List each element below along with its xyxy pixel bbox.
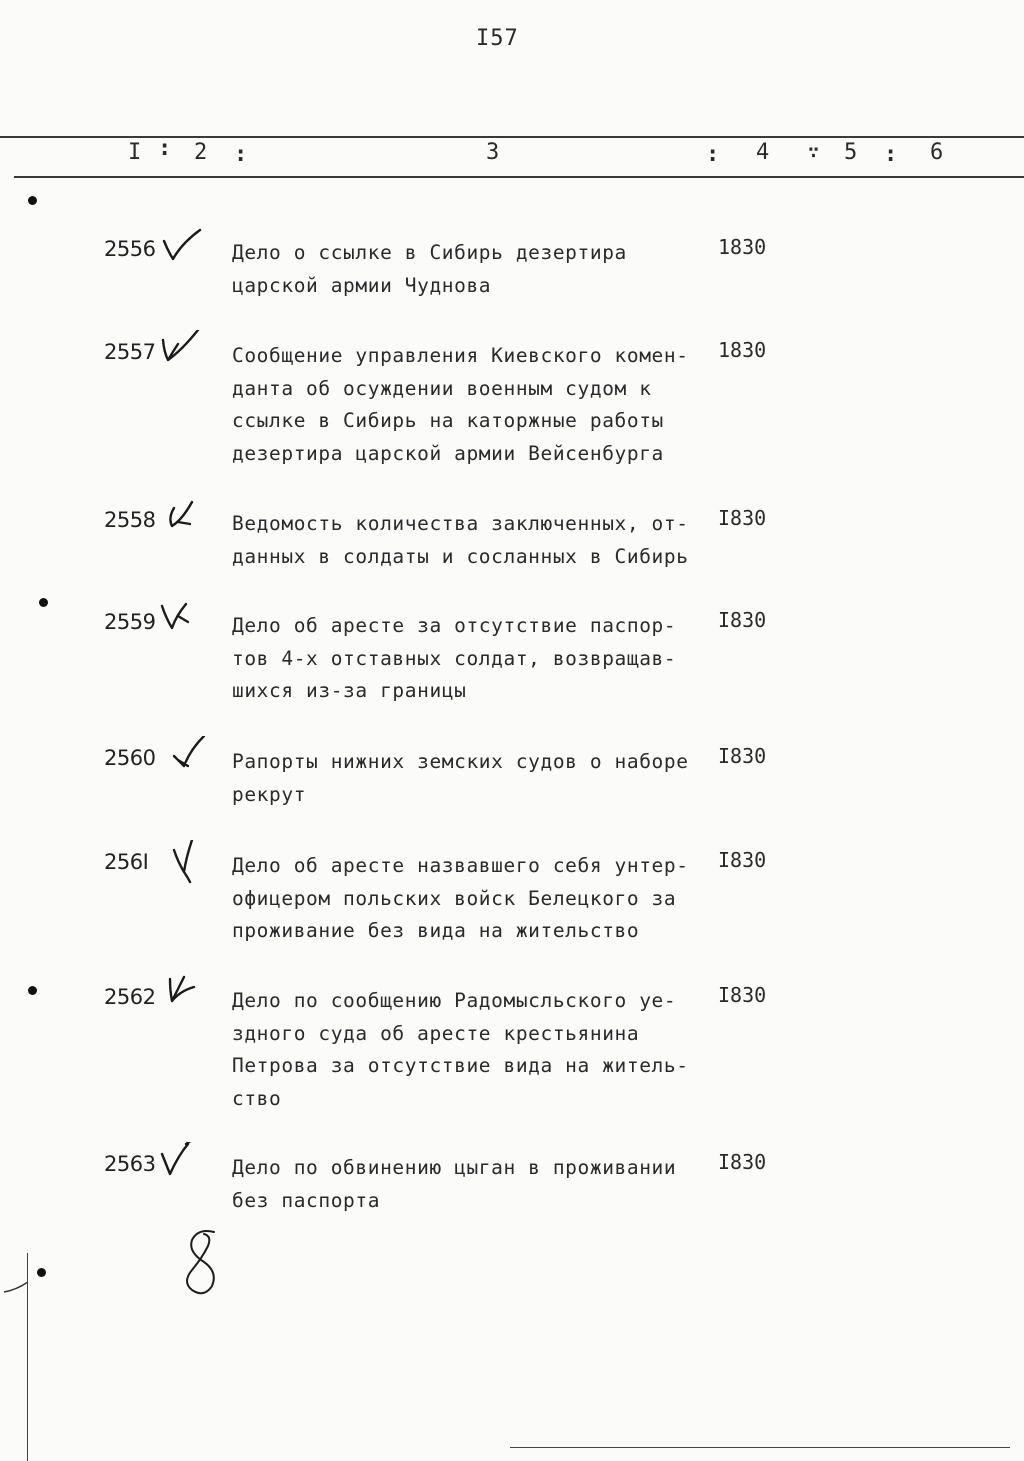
entry-title-line: шихся из-за границы (232, 679, 467, 702)
check-mark-icon (160, 227, 206, 267)
entry-number: 2559 (104, 610, 156, 634)
column-header-5: 5 (844, 140, 858, 165)
entry-title (232, 746, 712, 811)
entry-number: 2557 (104, 340, 156, 364)
entry-title-line: царской армии Чуднова (232, 273, 492, 297)
column-separator: : (234, 142, 248, 167)
entry-title-line: данных в солдаты и сосланных в Сибирь (232, 544, 689, 568)
entry-title (232, 508, 712, 573)
entry-number: 2562 (104, 985, 156, 1009)
page-number: I57 (476, 26, 519, 51)
entry-title-line: Дело по обвинению цыган в проживании (232, 1156, 677, 1179)
entry-title (232, 610, 712, 708)
entry-year: I830 (718, 848, 767, 872)
entry-title-line: Дело о ссылке в Сибирь дезертира (232, 241, 627, 264)
check-mark-icon (160, 840, 206, 888)
entry-title-line: проживание без вида на жительство (232, 919, 640, 942)
entry-title-line: офицером польских войск Белецкого за (232, 886, 677, 910)
entry-year: I830 (718, 608, 767, 632)
entry-title-line: Дело по сообщению Радомысльского уе- (232, 989, 677, 1012)
column-separator: : (158, 136, 172, 161)
entry-number: 256I (104, 850, 149, 874)
header-bottom-rule (14, 176, 1024, 178)
entry-title (232, 1152, 712, 1217)
entry-title (232, 850, 712, 948)
entry-number: 2563 (104, 1152, 156, 1176)
margin-line (27, 1253, 28, 1461)
column-header-6: 6 (930, 140, 944, 165)
entry-title-line: ссылке в Сибирь на каторжные работы (232, 409, 664, 432)
check-mark-icon (160, 600, 206, 640)
column-header-4: 4 (756, 140, 770, 165)
entry-title-line: Ведомость количества заключенных, от- (232, 512, 689, 535)
entry-title-line: Дело об аресте назвавшего себя унтер- (232, 854, 689, 877)
entry-year: I830 (718, 744, 767, 768)
entry-title-line: Петрова за отсутствие вида на житель- (232, 1054, 689, 1077)
entry-number: 2560 (104, 746, 156, 770)
entry-title-line: Дело об аресте за отсутствие паспор- (232, 614, 677, 637)
column-separator: ∵ (808, 142, 819, 163)
entry-year: I830 (718, 506, 767, 530)
entry-title-line: тов 4-х отставных солдат, возвращав- (232, 646, 677, 670)
entry-title-line: без паспорта (232, 1188, 381, 1212)
entry-year: 1830 (718, 235, 767, 259)
check-mark-icon (160, 736, 206, 776)
column-separator: : (706, 142, 720, 167)
top-rule (0, 136, 1024, 138)
entry-year: I830 (718, 1150, 767, 1174)
binding-hole-dot (28, 196, 37, 205)
check-mark-icon (160, 498, 206, 538)
entry-year: I830 (718, 983, 767, 1007)
entry-year: 1830 (718, 338, 767, 362)
entry-number: 2556 (104, 237, 156, 261)
bottom-rule (510, 1447, 1010, 1448)
column-header-1: I (128, 140, 142, 165)
entry-title-line: рекрут (232, 782, 307, 806)
check-mark-icon (160, 1142, 206, 1182)
entry-title-line: данта об осуждении военным судом к (232, 376, 652, 400)
check-mark-icon (160, 975, 206, 1015)
entry-title-line: дезертира царской армии Вейсенбурга (232, 441, 664, 465)
entry-title (232, 985, 712, 1115)
column-header-3: 3 (486, 140, 500, 165)
entry-title-line: здного суда об аресте крестьянина (232, 1021, 640, 1045)
handwritten-total-8 (178, 1228, 226, 1298)
column-separator: : (884, 142, 898, 167)
entry-title (232, 237, 712, 302)
entry-title (232, 340, 712, 470)
check-mark-icon (160, 330, 206, 370)
column-header-2: 2 (194, 140, 208, 165)
binding-hole-dot (39, 598, 48, 607)
entry-number: 2558 (104, 508, 156, 532)
binding-hole-dot (37, 1268, 46, 1277)
binding-hole-dot (28, 986, 37, 995)
entry-title-line: ство (232, 1086, 282, 1110)
entry-title-line: Сообщение управления Киевского комен- (232, 344, 689, 367)
entry-title-line: Рапорты нижних земских судов о наборе (232, 750, 689, 773)
